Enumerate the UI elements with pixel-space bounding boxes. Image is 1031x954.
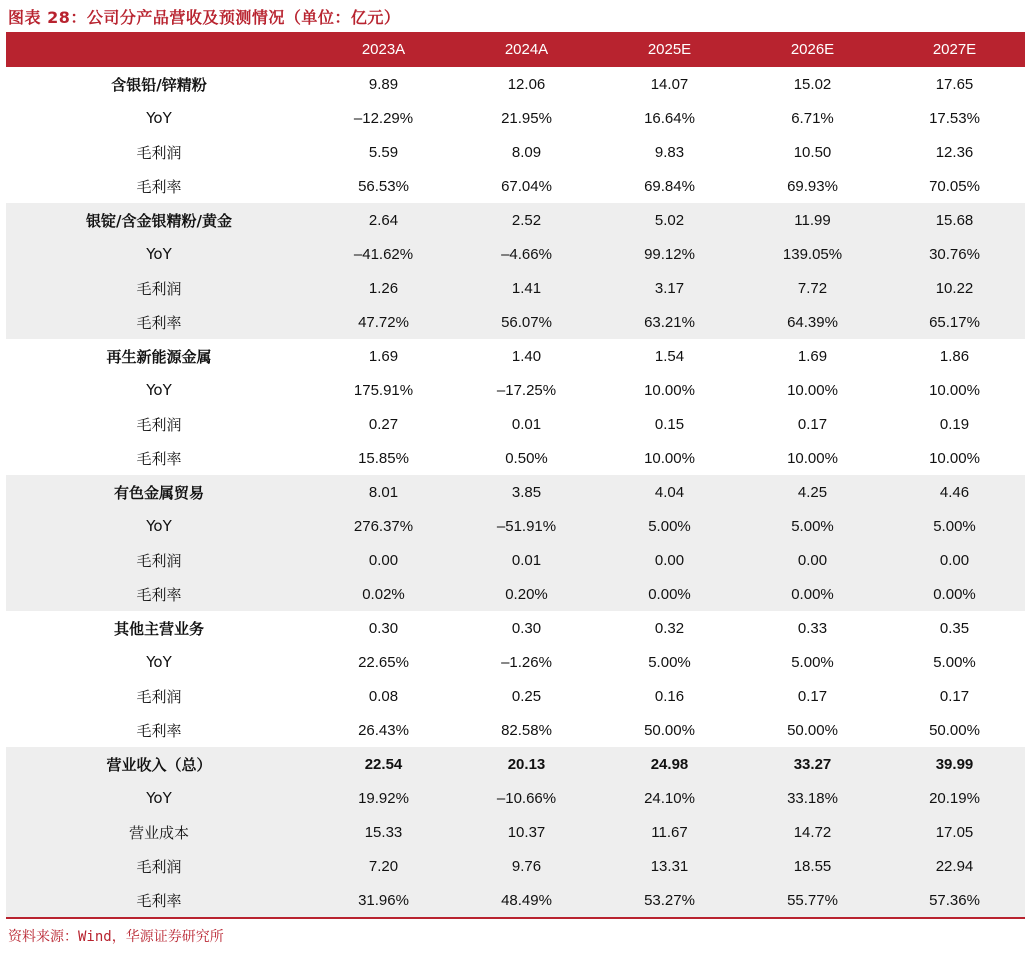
row-label: 毛利润 xyxy=(136,415,182,434)
table-cell: 0.17 xyxy=(939,687,970,705)
table-row xyxy=(6,339,1025,373)
table-body xyxy=(6,67,1025,917)
table-group xyxy=(6,611,1025,747)
row-label: 毛利润 xyxy=(136,143,182,162)
row-label: 再生新能源金属 xyxy=(106,347,212,366)
table-cell: 0.01 xyxy=(511,551,542,569)
table-cell: 9.89 xyxy=(368,75,399,93)
table-cell: 0.25 xyxy=(511,687,542,705)
table-cell: 0.00 xyxy=(797,551,828,569)
table-cell: 5.00% xyxy=(933,653,976,671)
table-cell: 99.12% xyxy=(644,245,695,263)
table-cell: 10.00% xyxy=(644,381,695,399)
table-cell: 0.17 xyxy=(797,687,828,705)
table-cell: 175.91% xyxy=(353,381,414,399)
table-row xyxy=(6,237,1025,271)
table-cell: 47.72% xyxy=(358,313,409,331)
table-cell: 56.07% xyxy=(501,313,552,331)
table-cell: 17.65 xyxy=(935,75,974,93)
table-cell: 20.19% xyxy=(929,789,980,807)
table-cell: 5.00% xyxy=(648,517,691,535)
table-cell: 69.93% xyxy=(787,177,838,195)
table-cell: 21.95% xyxy=(501,109,552,127)
table-row xyxy=(6,883,1025,917)
table-cell: 10.50 xyxy=(793,143,832,161)
table-cell: 10.00% xyxy=(787,381,838,399)
table-cell: 5.00% xyxy=(791,517,834,535)
table-group xyxy=(6,203,1025,339)
table-row xyxy=(6,475,1025,509)
row-label: 毛利率 xyxy=(136,585,182,604)
table-cell: 15.68 xyxy=(935,211,974,229)
table-row xyxy=(6,407,1025,441)
table-row xyxy=(6,543,1025,577)
table-cell: 67.04% xyxy=(501,177,552,195)
table-row xyxy=(6,781,1025,815)
table-cell: 10.00% xyxy=(644,449,695,467)
table-cell: 70.05% xyxy=(929,177,980,195)
header-cell-2025e: 2025E xyxy=(647,41,692,58)
table-cell: 5.59 xyxy=(368,143,399,161)
table-row xyxy=(6,509,1025,543)
table-cell: 4.25 xyxy=(797,483,828,501)
table-cell: 22.65% xyxy=(358,653,409,671)
table-cell: 53.27% xyxy=(644,891,695,909)
table-cell: 57.36% xyxy=(929,891,980,909)
table-cell: 11.99 xyxy=(794,211,831,229)
table-cell: 65.17% xyxy=(929,313,980,331)
table-cell: 64.39% xyxy=(787,313,838,331)
revenue-forecast-table xyxy=(6,32,1025,919)
table-cell: 0.15 xyxy=(654,415,685,433)
table-cell: 9.76 xyxy=(511,857,542,875)
table-cell: –17.25% xyxy=(496,381,557,399)
table-cell: 1.69 xyxy=(368,347,399,365)
table-cell: 24.98 xyxy=(650,755,689,773)
table-row xyxy=(6,611,1025,645)
table-cell: 50.00% xyxy=(929,721,980,739)
table-row xyxy=(6,135,1025,169)
table-cell: 10.22 xyxy=(935,279,974,297)
table-row xyxy=(6,101,1025,135)
row-label: YoY xyxy=(146,381,172,399)
table-cell: 0.00 xyxy=(654,551,685,569)
table-cell: 3.85 xyxy=(511,483,542,501)
table-cell: 0.19 xyxy=(939,415,970,433)
table-cell: 30.76% xyxy=(929,245,980,263)
table-cell: 0.30 xyxy=(511,619,542,637)
table-cell: 0.27 xyxy=(368,415,399,433)
table-cell: 4.04 xyxy=(654,483,685,501)
table-row xyxy=(6,67,1025,101)
table-cell: 82.58% xyxy=(501,721,552,739)
table-cell: 10.00% xyxy=(787,449,838,467)
table-group xyxy=(6,339,1025,475)
table-cell: 0.00% xyxy=(648,585,691,603)
row-label: 毛利率 xyxy=(136,891,182,910)
table-cell: 11.67 xyxy=(651,823,688,841)
table-cell: 1.86 xyxy=(939,347,970,365)
table-cell: 2.52 xyxy=(511,211,542,229)
table-cell: 20.13 xyxy=(507,755,546,773)
table-group xyxy=(6,475,1025,611)
table-header-row xyxy=(6,32,1025,67)
table-cell: 0.20% xyxy=(505,585,548,603)
table-cell: 0.35 xyxy=(939,619,970,637)
table-cell: 26.43% xyxy=(358,721,409,739)
table-cell: 55.77% xyxy=(787,891,838,909)
table-cell: 63.21% xyxy=(644,313,695,331)
table-cell: 2.64 xyxy=(368,211,399,229)
table-cell: 1.41 xyxy=(511,279,542,297)
row-label: 营业收入（总） xyxy=(106,755,212,774)
table-cell: 0.02% xyxy=(362,585,405,603)
header-cell-2026e: 2026E xyxy=(790,41,835,58)
row-label: 毛利润 xyxy=(136,551,182,570)
table-cell: 15.33 xyxy=(364,823,403,841)
table-cell: –41.62% xyxy=(353,245,414,263)
table-cell: 0.17 xyxy=(797,415,828,433)
table-cell: 3.17 xyxy=(654,279,685,297)
table-cell: 7.72 xyxy=(797,279,828,297)
table-cell: 16.64% xyxy=(644,109,695,127)
row-label: 其他主营业务 xyxy=(113,619,204,638)
table-bottom-rule xyxy=(6,917,1025,919)
table-row xyxy=(6,713,1025,747)
table-row xyxy=(6,203,1025,237)
table-cell: 0.50% xyxy=(505,449,548,467)
table-cell: 1.69 xyxy=(797,347,828,365)
table-cell: –1.26% xyxy=(501,653,552,671)
table-group xyxy=(6,67,1025,203)
table-cell: 5.00% xyxy=(648,653,691,671)
table-cell: 14.07 xyxy=(650,75,689,93)
table-row xyxy=(6,305,1025,339)
table-cell: 0.00 xyxy=(939,551,970,569)
table-cell: 5.02 xyxy=(654,211,685,229)
table-cell: 18.55 xyxy=(793,857,832,875)
table-cell: 39.99 xyxy=(935,755,974,773)
table-cell: 5.00% xyxy=(933,517,976,535)
table-cell: 276.37% xyxy=(353,517,414,535)
table-cell: 31.96% xyxy=(358,891,409,909)
table-cell: 33.27 xyxy=(793,755,832,773)
table-cell: 10.37 xyxy=(507,823,546,841)
header-cell-2027e: 2027E xyxy=(932,41,977,58)
row-label: 毛利润 xyxy=(136,687,182,706)
table-cell: 0.00% xyxy=(791,585,834,603)
table-cell: 69.84% xyxy=(644,177,695,195)
table-cell: 7.20 xyxy=(368,857,399,875)
figure-title: 图表 28：公司分产品营收及预测情况（单位：亿元） xyxy=(8,8,401,27)
table-cell: –10.66% xyxy=(496,789,557,807)
table-row xyxy=(6,815,1025,849)
row-label: YoY xyxy=(146,517,172,535)
table-cell: 50.00% xyxy=(787,721,838,739)
table-cell: 50.00% xyxy=(644,721,695,739)
row-label: 毛利润 xyxy=(136,279,182,298)
row-label: 毛利率 xyxy=(136,449,182,468)
row-label: YoY xyxy=(146,245,172,263)
table-cell: 8.09 xyxy=(511,143,542,161)
table-cell: 0.30 xyxy=(368,619,399,637)
row-label: 毛利润 xyxy=(136,857,182,876)
table-cell: 14.72 xyxy=(793,823,832,841)
table-group xyxy=(6,747,1025,917)
table-cell: –4.66% xyxy=(501,245,552,263)
row-label: 银锭/含金银精粉/黄金 xyxy=(86,211,232,230)
table-cell: 24.10% xyxy=(644,789,695,807)
row-label: 含银铅/锌精粉 xyxy=(111,75,207,94)
table-cell: 22.94 xyxy=(935,857,974,875)
table-cell: 56.53% xyxy=(358,177,409,195)
source-note: 资料来源：Wind，华源证券研究所 xyxy=(8,929,224,945)
table-cell: 15.85% xyxy=(358,449,409,467)
table-row xyxy=(6,747,1025,781)
table-cell: 0.33 xyxy=(797,619,828,637)
table-cell: 0.16 xyxy=(654,687,685,705)
table-cell: –51.91% xyxy=(496,517,557,535)
table-cell: 12.36 xyxy=(935,143,974,161)
table-cell: 4.46 xyxy=(939,483,970,501)
table-cell: 48.49% xyxy=(501,891,552,909)
table-row xyxy=(6,679,1025,713)
table-cell: 0.01 xyxy=(511,415,542,433)
table-cell: 12.06 xyxy=(507,75,546,93)
header-cell-2023a: 2023A xyxy=(361,41,406,58)
table-cell: 1.40 xyxy=(511,347,542,365)
row-label: 毛利率 xyxy=(136,313,182,332)
table-cell: 0.08 xyxy=(368,687,399,705)
table-cell: 17.53% xyxy=(929,109,980,127)
row-label: YoY xyxy=(146,109,172,127)
table-row xyxy=(6,849,1025,883)
table-cell: 15.02 xyxy=(793,75,832,93)
table-cell: 19.92% xyxy=(358,789,409,807)
table-cell: 10.00% xyxy=(929,449,980,467)
table-cell: 17.05 xyxy=(935,823,974,841)
table-cell: 1.26 xyxy=(368,279,399,297)
table-cell: 8.01 xyxy=(368,483,399,501)
table-cell: 22.54 xyxy=(364,755,403,773)
table-row xyxy=(6,169,1025,203)
row-label: 有色金属贸易 xyxy=(113,483,204,502)
table-row xyxy=(6,645,1025,679)
table-cell: 13.31 xyxy=(650,857,689,875)
table-cell: 0.32 xyxy=(654,619,685,637)
table-row xyxy=(6,373,1025,407)
table-cell: 10.00% xyxy=(929,381,980,399)
row-label: YoY xyxy=(146,789,172,807)
table-row xyxy=(6,441,1025,475)
row-label: 毛利率 xyxy=(136,721,182,740)
row-label: 毛利率 xyxy=(136,177,182,196)
row-label: YoY xyxy=(146,653,172,671)
row-label: 营业成本 xyxy=(128,823,189,842)
table-cell: 0.00 xyxy=(368,551,399,569)
header-cell-2024a: 2024A xyxy=(504,41,549,58)
table-cell: 5.00% xyxy=(791,653,834,671)
table-cell: 139.05% xyxy=(782,245,843,263)
table-row xyxy=(6,577,1025,611)
table-cell: 33.18% xyxy=(787,789,838,807)
table-cell: 0.00% xyxy=(933,585,976,603)
table-cell: 1.54 xyxy=(654,347,685,365)
table-cell: 6.71% xyxy=(791,109,834,127)
table-row xyxy=(6,271,1025,305)
table-cell: 9.83 xyxy=(654,143,685,161)
table-cell: –12.29% xyxy=(353,109,414,127)
